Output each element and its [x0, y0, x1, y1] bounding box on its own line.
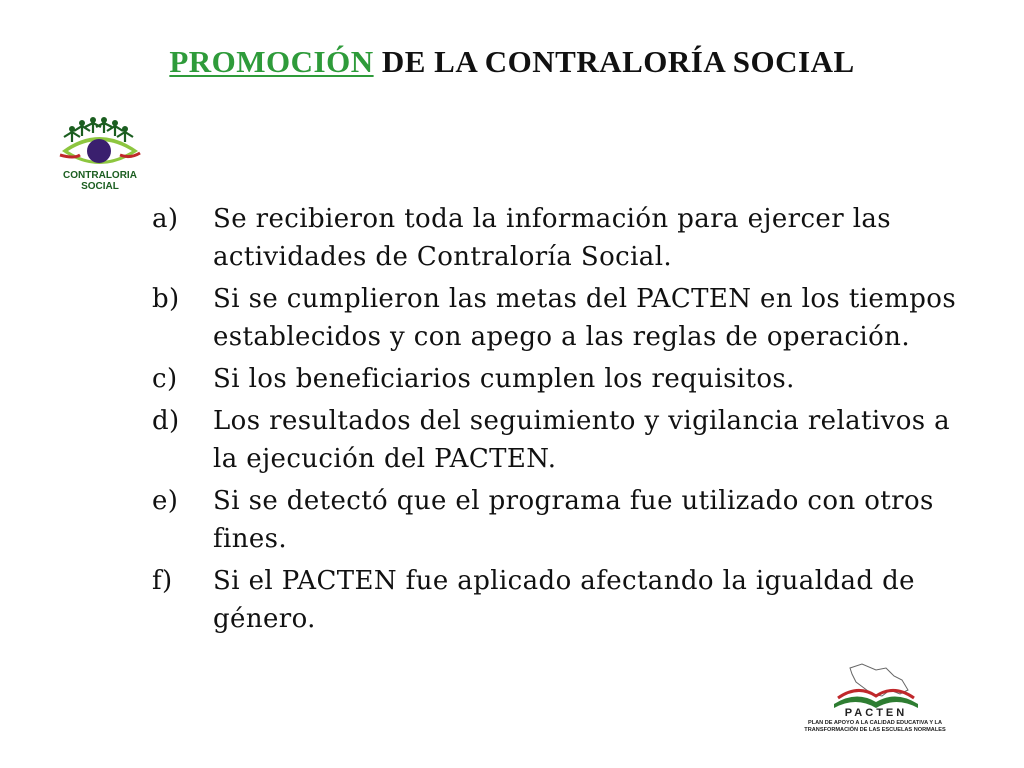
item-marker: c) [152, 364, 178, 394]
item-text: Si el PACTEN fue aplicado afectando la igualdad de género. [213, 566, 915, 634]
item-marker: d) [152, 406, 180, 436]
item-text: Los resultados del seguimiento y vigilancia relativos a la ejecución del PACTEN. [213, 406, 951, 474]
item-marker: b) [152, 284, 180, 314]
item-marker: a) [152, 204, 179, 234]
list-item [152, 280, 972, 356]
list-item [152, 482, 972, 558]
item-text: Se recibieron toda la información para ejercer las actividades de Contraloría Social. [213, 204, 892, 272]
item-marker: f) [152, 566, 173, 596]
list-item [152, 402, 972, 478]
list-item [152, 360, 972, 398]
criteria-list [152, 200, 972, 642]
list-item [152, 562, 972, 638]
title-rest: DE LA CONTRALORÍA SOCIAL [373, 44, 855, 79]
logo-line2: SOCIAL [81, 181, 119, 192]
page-title [0, 44, 1024, 80]
item-text: Si los beneficiarios cumplen los requisitos. [213, 364, 795, 394]
item-text: Si se cumplieron las metas del PACTEN en los tiempos establecidos y con apego a las reglas de operación. [213, 284, 957, 352]
item-marker: e) [152, 486, 179, 516]
item-text: Si se detectó que el programa fue utilizado con otros fines. [213, 486, 934, 554]
logo-line1: CONTRALORIA [63, 170, 137, 181]
pacten-subtitle: PLAN DE APOYO A LA CALIDAD EDUCATIVA Y LA TRANSFORMACIÓN DE LAS ESCUELAS NORMALES [804, 720, 946, 733]
contraloria-social-logo-icon [54, 115, 146, 195]
pacten-name: PACTEN [844, 707, 908, 719]
list-item [152, 200, 972, 276]
title-accent: PROMOCIÓN [169, 44, 374, 79]
